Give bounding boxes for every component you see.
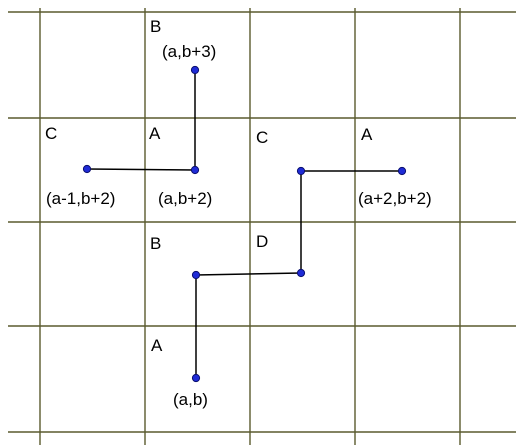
letter-c-mid-right: C bbox=[256, 128, 269, 147]
coord-label-left: (a-1,b+2) bbox=[46, 189, 116, 208]
letter-c-left: C bbox=[45, 124, 58, 143]
point-a-b-plus-3 bbox=[191, 66, 198, 73]
letter-a-bottom: A bbox=[151, 336, 163, 355]
letter-b-top: B bbox=[150, 17, 162, 36]
letter-a-mid-left: A bbox=[149, 124, 161, 143]
point-turn-c bbox=[297, 167, 304, 174]
point-a-minus-1-b-plus-2 bbox=[83, 165, 90, 172]
point-turn-d bbox=[297, 269, 304, 276]
segment-left-to-center bbox=[87, 169, 195, 170]
coord-label-right: (a+2,b+2) bbox=[358, 189, 432, 208]
point-a-b-start bbox=[192, 374, 199, 381]
point-a-plus-2-b-plus-2 bbox=[398, 167, 405, 174]
point-turn-b bbox=[192, 271, 199, 278]
coord-label-center: (a,b+2) bbox=[158, 189, 213, 208]
letter-d-middle: D bbox=[256, 232, 269, 251]
coord-label-start: (a,b) bbox=[173, 390, 208, 409]
point-a-b-plus-2 bbox=[191, 166, 198, 173]
letter-a-right: A bbox=[361, 125, 373, 144]
coord-label-top: (a,b+3) bbox=[162, 42, 217, 61]
letter-b-middle: B bbox=[150, 234, 162, 253]
